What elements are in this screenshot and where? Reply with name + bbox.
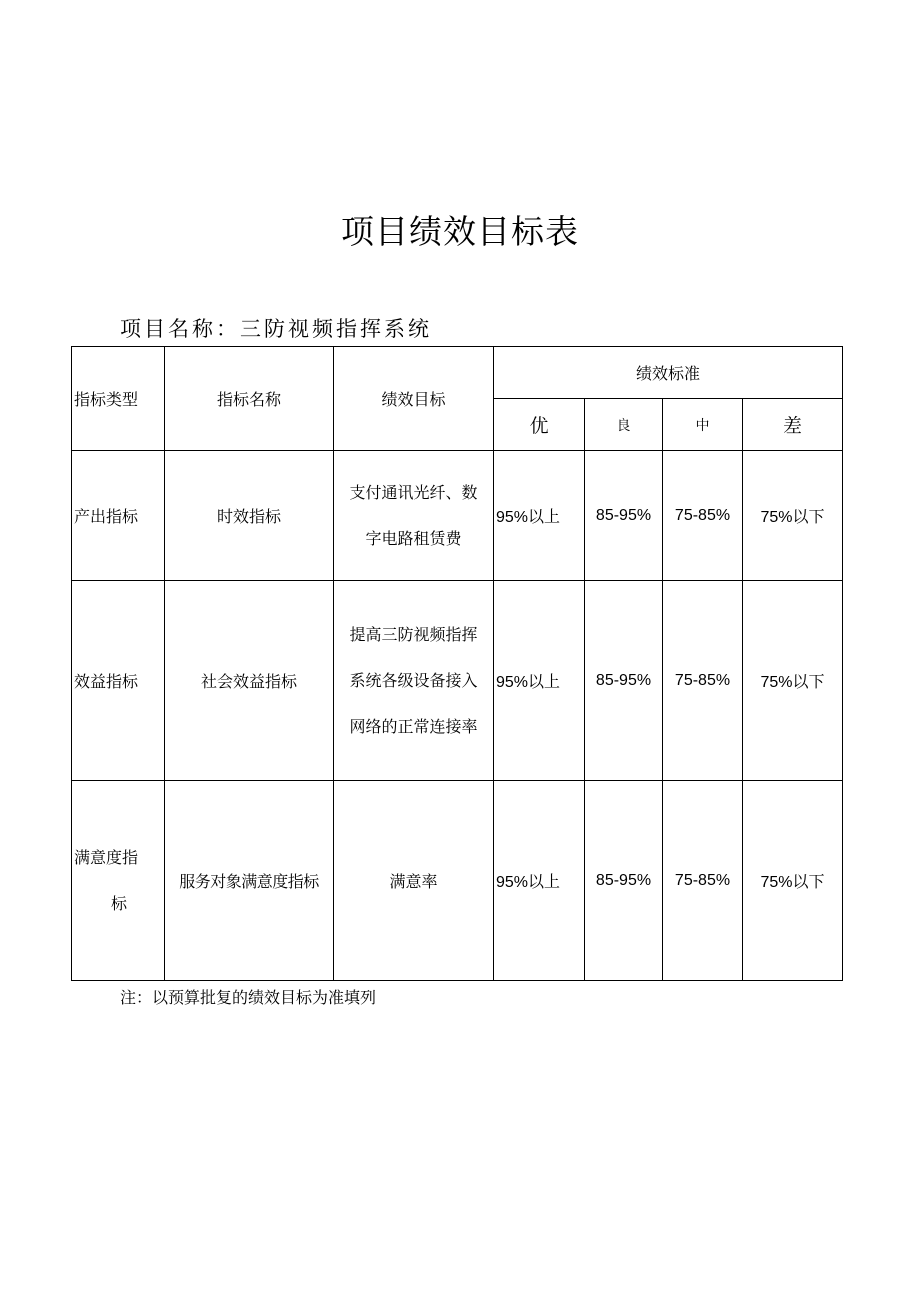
row-grade-good: 85-95% (585, 451, 663, 581)
row-grade-excellent: 95%以上 (494, 781, 585, 981)
target-line: 字电路租赁费 (365, 528, 462, 548)
row-grade-good: 85-95% (585, 581, 663, 781)
header-grade-good: 良 (585, 399, 663, 451)
row-indicator-name: 服务对象满意度指标 (165, 781, 334, 981)
project-name-label: 项目名称： (120, 317, 240, 341)
header-performance-target: 绩效目标 (334, 347, 494, 451)
footnote: 注：以预算批复的绩效目标为准填列 (120, 988, 377, 1007)
indicator-type-line: 标 (110, 893, 127, 913)
row-indicator-name: 社会效益指标 (165, 581, 334, 781)
row-indicator-type (72, 451, 165, 581)
document-title: 项目绩效目标表 (341, 212, 579, 251)
project-name-line (120, 313, 432, 343)
table-row (72, 581, 843, 781)
header-row-top (72, 347, 843, 399)
indicator-type-line: 满意度指 (74, 847, 139, 867)
row-performance-target (334, 781, 494, 981)
target-line: 系统各级设备接入 (349, 670, 478, 690)
project-name-value: 三防视频指挥系统 (240, 317, 432, 341)
row-grade-medium: 75-85% (663, 781, 743, 981)
header-indicator-name: 指标名称 (165, 347, 334, 451)
header-grade-poor: 差 (743, 399, 843, 451)
header-indicator-type: 指标类型 (72, 347, 165, 451)
target-line: 满意率 (389, 872, 438, 891)
target-line: 网络的正常连接率 (349, 716, 478, 736)
header-grade-excellent: 优 (494, 399, 585, 451)
header-grade-medium: 中 (663, 399, 743, 451)
row-grade-excellent: 95%以上 (494, 581, 585, 781)
row-performance-target (334, 451, 494, 581)
row-indicator-name: 时效指标 (165, 451, 334, 581)
indicator-type-line: 产出指标 (74, 507, 139, 526)
table-row (72, 781, 843, 981)
table-row (72, 451, 843, 581)
indicator-type-line: 效益指标 (74, 672, 139, 691)
row-grade-excellent: 95%以上 (494, 451, 585, 581)
row-grade-poor: 75%以下 (743, 781, 843, 981)
performance-target-table (71, 346, 843, 981)
row-grade-poor: 75%以下 (743, 451, 843, 581)
row-indicator-type (72, 581, 165, 781)
row-grade-good: 85-95% (585, 781, 663, 981)
row-grade-medium: 75-85% (663, 581, 743, 781)
row-indicator-type (72, 781, 165, 981)
row-grade-medium: 75-85% (663, 451, 743, 581)
row-grade-poor: 75%以下 (743, 581, 843, 781)
target-line: 提高三防视频指挥 (349, 624, 478, 644)
header-performance-standard: 绩效标准 (494, 347, 843, 399)
target-line: 支付通讯光纤、数 (349, 482, 478, 502)
row-performance-target (334, 581, 494, 781)
